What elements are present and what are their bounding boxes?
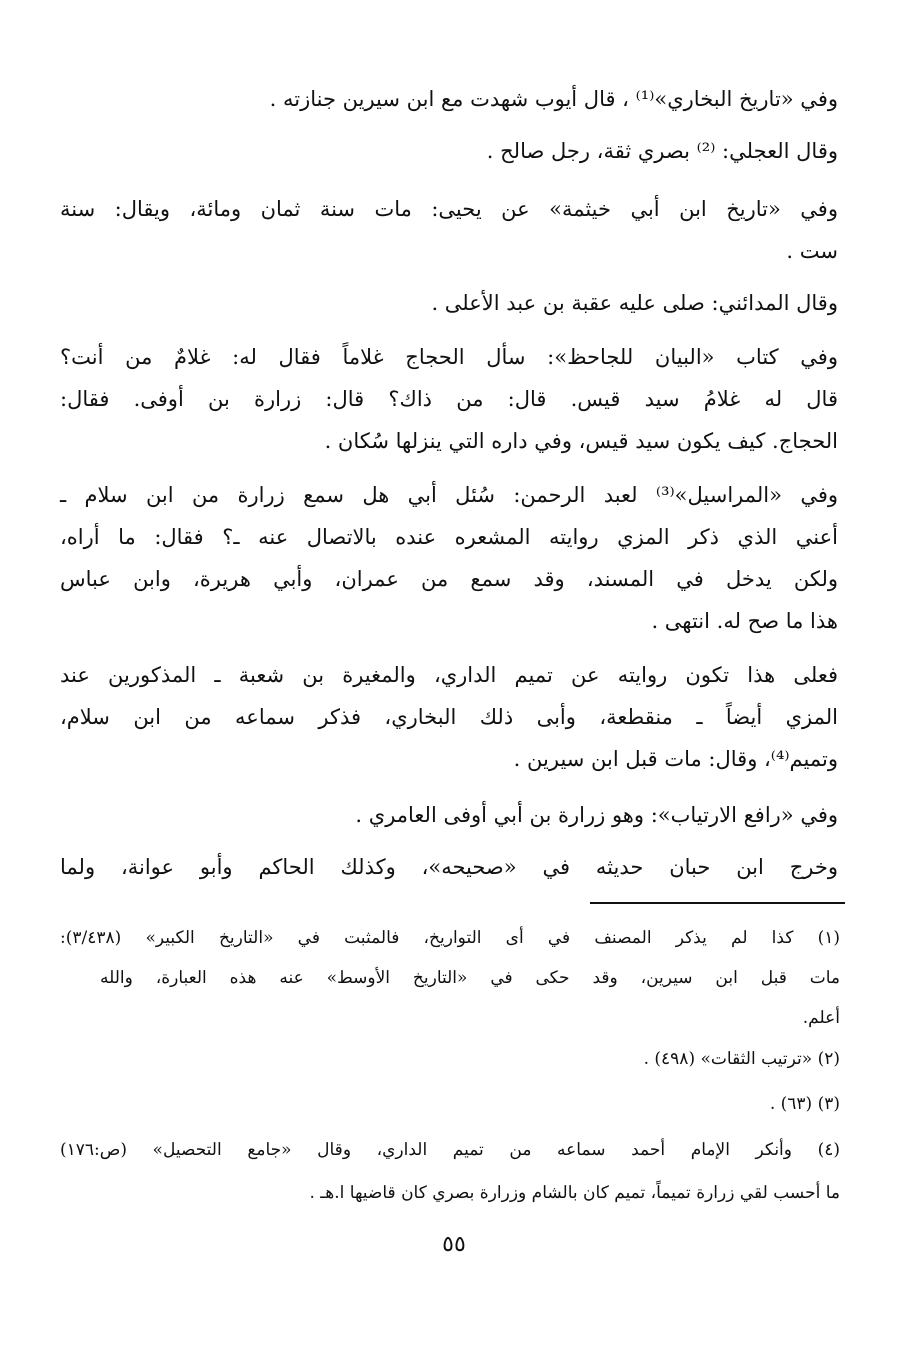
- body-line: فعلى هذا تكون روايته عن تميم الداري، والمغيرة بن شعبة ـ المذكورين عند: [60, 663, 838, 687]
- body-line: هذا ما صح له. انتهى .: [651, 609, 838, 633]
- body-line: الحجاج. كيف يكون سيد قيس، وفي داره التي ينزلها سُكان .: [324, 429, 838, 453]
- footnote-line: مات قبل ابن سيرين، وقد حكى في «التاريخ الأوسط» عنه هذه العبارة، والله: [100, 968, 840, 988]
- footnote-line: (٣) (٦٣) .: [769, 1094, 840, 1114]
- footnote-separator: [590, 902, 845, 904]
- body-line: وفي «المراسيل»⁽³⁾ لعبد الرحمن: سُئل أبي هل سمع زرارة من ابن سلام ـ: [60, 483, 839, 507]
- footnote-line: ما أحسب لقي زرارة تميماً، تميم كان بالشام وزرارة بصري كان قاضيها ا.هـ .: [309, 1183, 840, 1203]
- footnote-line: أعلم.: [802, 1008, 840, 1028]
- body-line: المزي أيضاً ـ منقطعة، وأبى ذلك البخاري، فذكر سماعه من ابن سلام،: [60, 705, 838, 729]
- body-line: ست .: [786, 239, 838, 263]
- footnote-line: (٤) وأنكر الإمام أحمد سماعه من تميم الداري، وقال «جامع التحصيل» (ص:١٧٦): [60, 1140, 840, 1160]
- body-line: وقال العجلي: ⁽²⁾ بصري ثقة، رجل صالح .: [486, 139, 838, 163]
- footnote-line: (١) كذا لم يذكر المصنف في أى التواريخ، فالمثبت في «التاريخ الكبير» (٣/٤٣٨):: [60, 928, 840, 948]
- footnote-line: (٢) «ترتيب الثقات» (٤٩٨) .: [643, 1049, 840, 1069]
- body-line: أعني الذي ذكر المزي روايته المشعره عنده بالاتصال عنه ـ؟ فقال: ما أراه،: [60, 525, 838, 549]
- body-line: وفي «تاريخ ابن أبي خيثمة» عن يحيى: مات سنة ثمان ومائة، ويقال: سنة: [60, 197, 838, 221]
- body-line: وفي «تاريخ البخاري»⁽¹⁾ ، قال أيوب شهدت مع ابن سيرين جنازته .: [269, 87, 838, 111]
- body-line: قال له غلامُ سيد قيس. قال: من ذاك؟ قال: زرارة بن أوفى. فقال:: [60, 387, 838, 411]
- body-line: وقال المدائني: صلى عليه عقبة بن عبد الأعلى .: [431, 291, 838, 315]
- page-number: ٥٥: [442, 1232, 466, 1257]
- body-line: وتميم⁽⁴⁾، وقال: مات قبل ابن سيرين .: [513, 747, 838, 771]
- body-line: وفي «رافع الارتياب»: وهو زرارة بن أبي أوفى العامري .: [355, 803, 838, 827]
- body-line: وخرج ابن حبان حديثه في «صحيحه»، وكذلك الحاكم وأبو عوانة، ولما: [60, 855, 838, 879]
- body-line: وفي كتاب «البيان للجاحظ»: سأل الحجاج غلاماً فقال له: غلامٌ من أنت؟: [60, 345, 838, 369]
- body-line: ولكن يدخل في المسند، وقد سمع من عمران، وأبي هريرة، وابن عباس: [60, 567, 838, 591]
